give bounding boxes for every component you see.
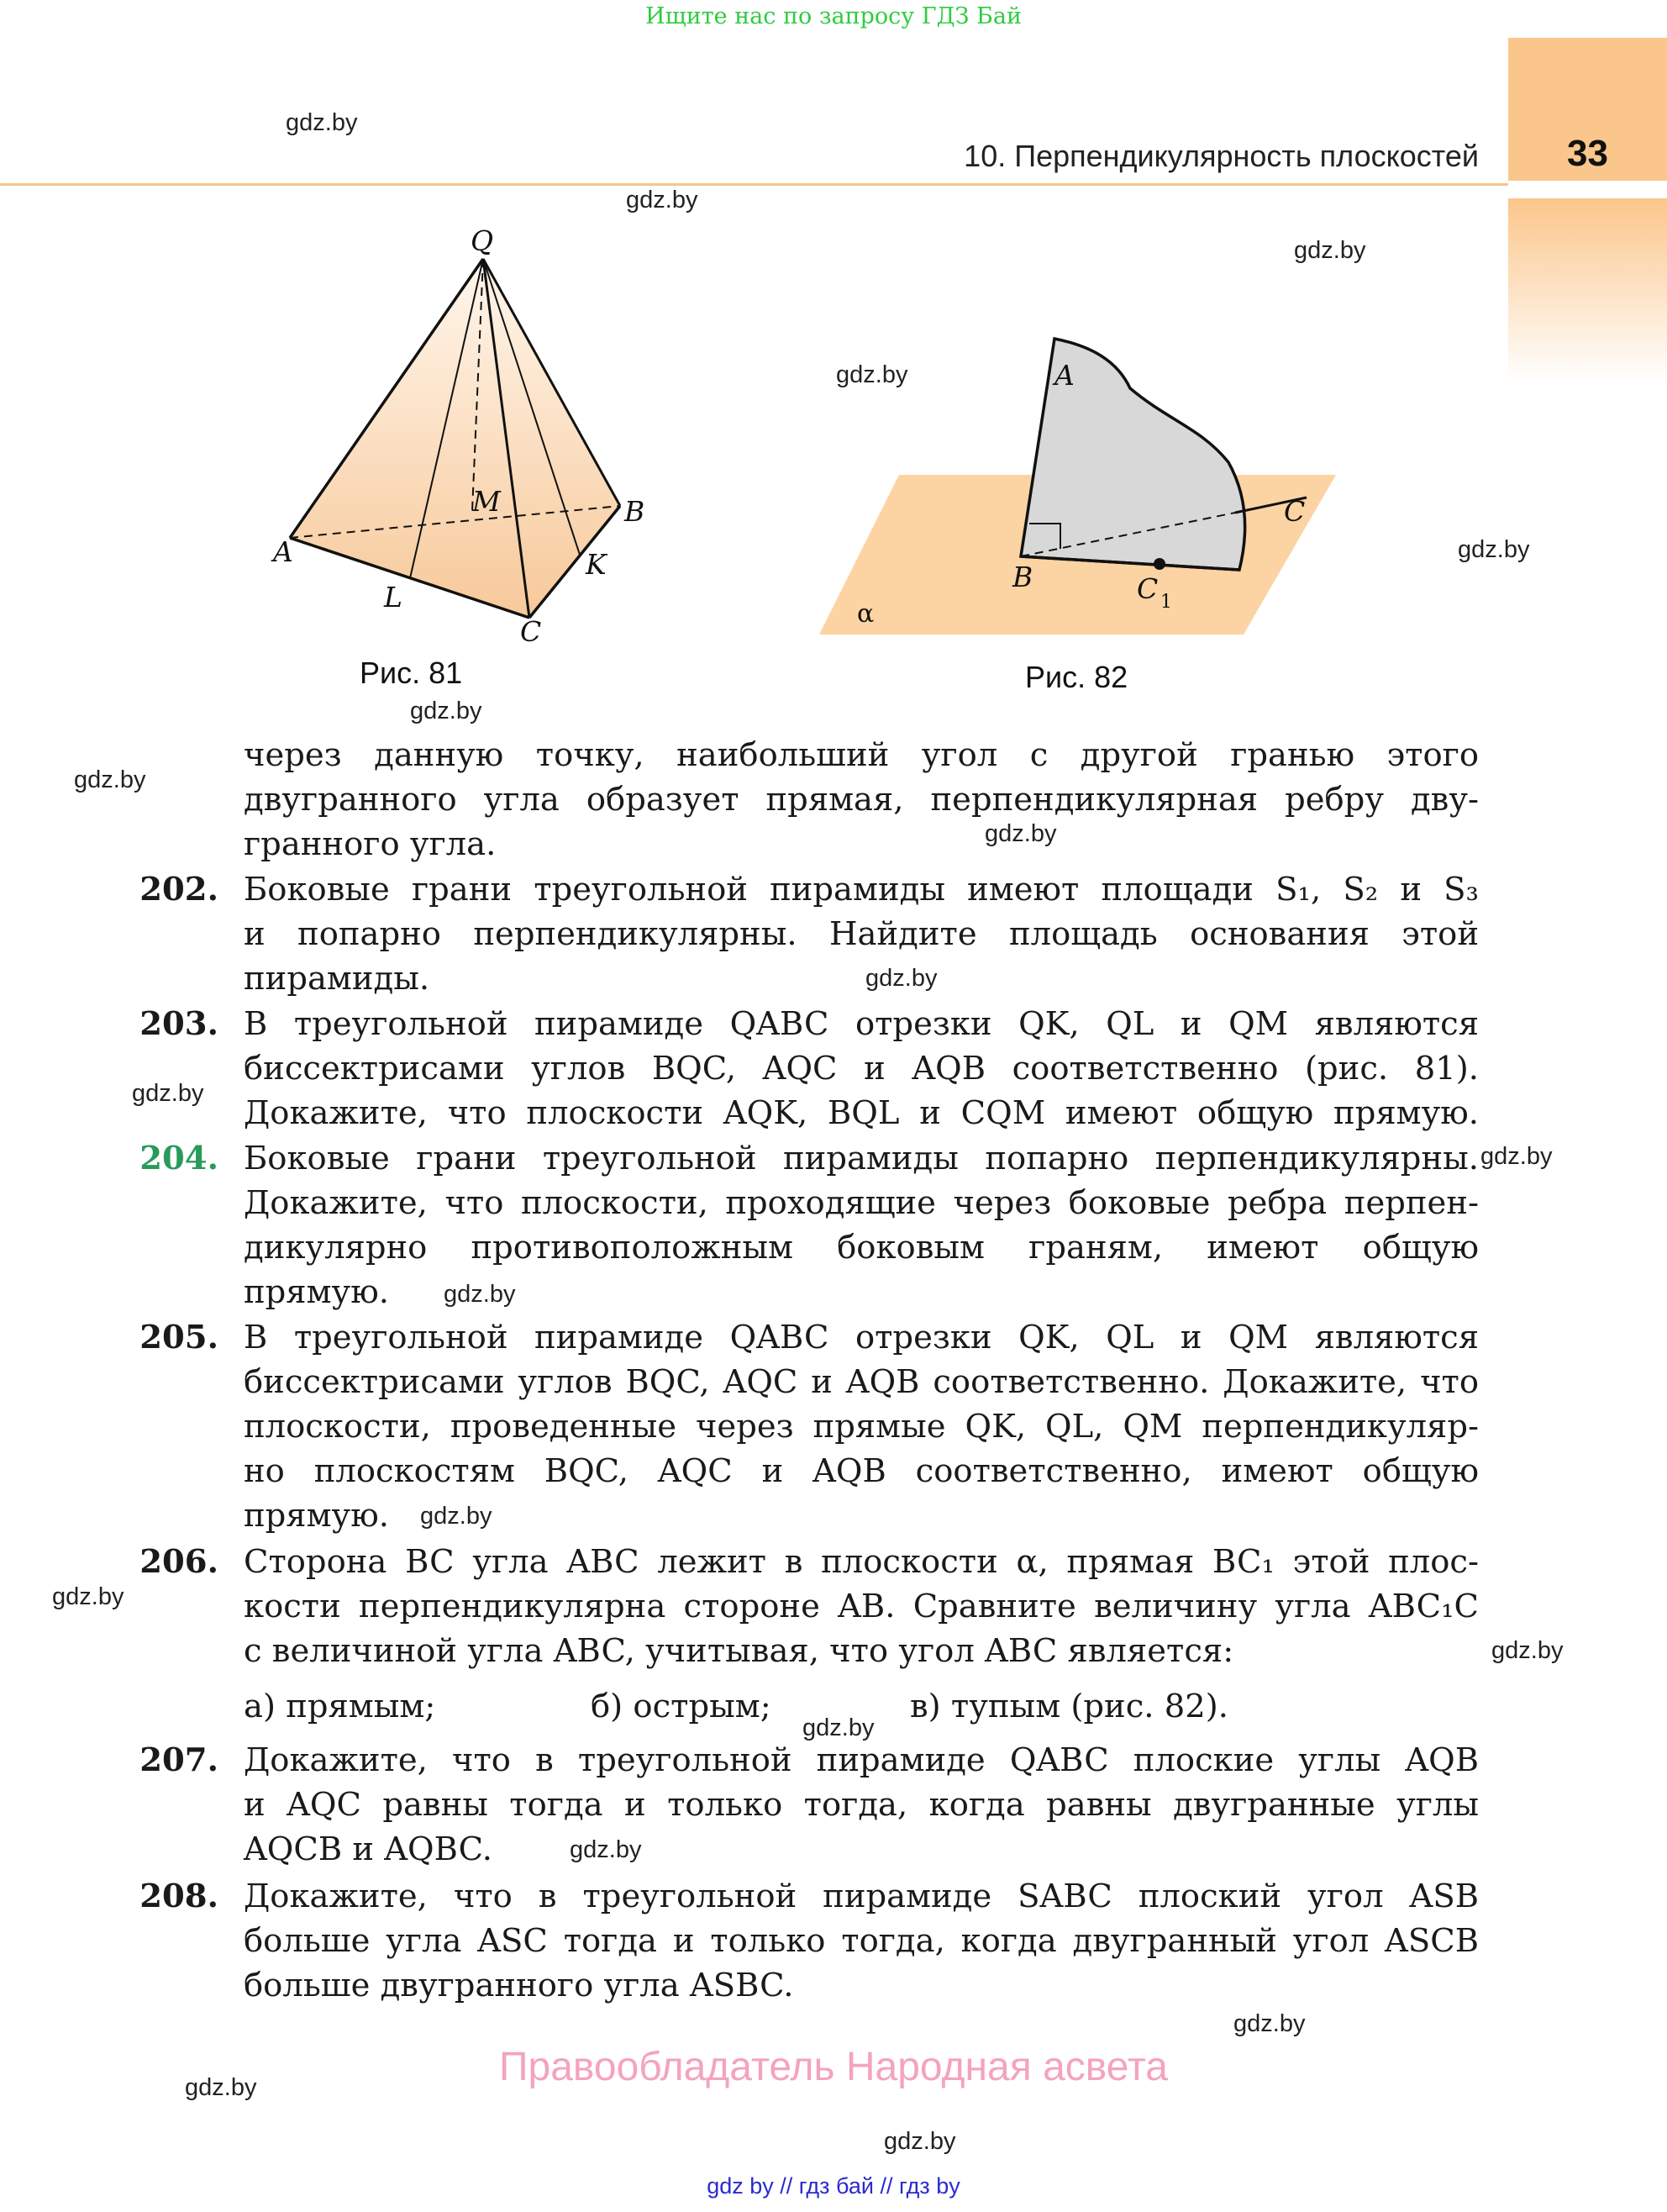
watermark: gdz.by xyxy=(410,698,482,724)
problem-206-line: с величиной угла ABC, учитывая, что угол ABC является: xyxy=(244,1632,1234,1670)
page-number: 33 xyxy=(1567,133,1608,174)
problem-204-number: 204. xyxy=(139,1140,218,1177)
continuation-line: гранного угла. xyxy=(244,825,497,863)
problem-204-line: Боковые грани треугольной пирамиды попарно перпендикулярны. xyxy=(244,1140,1479,1177)
section-title: 10. Перпендикулярность плоскостей xyxy=(964,139,1479,173)
fig82-label-c1-sub: 1 xyxy=(1160,592,1172,613)
problem-205-line: прямую. xyxy=(244,1497,389,1535)
problem-207-line: Докажите, что в треугольной пирамиде QABC плоские углы AQB xyxy=(244,1741,1479,1779)
problem-204-line: Докажите, что плоскости, проходящие через боковые ребра перпен- xyxy=(244,1184,1479,1222)
fig81-label-k: K xyxy=(586,548,607,581)
problem-202-line: Боковые грани треугольной пирамиды имеют площади S₁, S₂ и S₃ xyxy=(244,871,1479,908)
problem-205-line: но плоскостям BQC, AQC и AQB соответственно, имеют общую xyxy=(244,1452,1479,1490)
problem-207-line: AQCB и AQBC. xyxy=(244,1830,492,1868)
watermark: gdz.by xyxy=(626,187,698,213)
problem-202-line: пирамиды. xyxy=(244,960,430,998)
fig81-label-c: C xyxy=(520,615,542,648)
watermark: gdz.by xyxy=(52,1583,124,1610)
problem-203-line: биссектрисами углов BQC, AQC и AQB соответственно (рис. 81). xyxy=(244,1050,1479,1088)
problem-206-line: кости перпендикулярна стороне AB. Сравните величину угла ABC₁C xyxy=(244,1588,1479,1625)
fig82-label-c1: C xyxy=(1137,572,1159,605)
watermark: gdz.by xyxy=(1491,1637,1564,1664)
watermark: gdz.by xyxy=(1233,2010,1306,2037)
watermark: gdz.by xyxy=(1458,536,1530,563)
watermark: gdz.by xyxy=(1294,237,1366,264)
watermark: gdz.by xyxy=(802,1714,875,1741)
fig82-label-b: B xyxy=(1012,561,1033,593)
problem-203-line: В треугольной пирамиде QABC отрезки QK, QL и QM являются xyxy=(244,1005,1479,1043)
problem-205-line: плоскости, проведенные через прямые QK, QL, QM перпендикуляр- xyxy=(244,1408,1479,1446)
problem-205-number: 205. xyxy=(139,1319,218,1356)
watermark: gdz.by xyxy=(1480,1143,1553,1170)
problem-203-line: Докажите, что плоскости AQK, BQL и CQM имеют общую прямую. xyxy=(244,1094,1479,1132)
watermark: gdz.by xyxy=(286,109,358,136)
problem-208-number: 208. xyxy=(139,1878,218,1915)
footer-links[interactable]: gdz by // гдз бай // гдз by xyxy=(707,2173,960,2199)
watermark: gdz.by xyxy=(570,1836,642,1863)
continuation-line: через данную точку, наибольший угол с другой гранью этого xyxy=(244,736,1479,774)
fig82-label-c: C xyxy=(1284,495,1306,528)
problem-204-line: прямую. xyxy=(244,1273,389,1311)
fig81-label-q: Q xyxy=(471,224,494,257)
figure-81-pyramid xyxy=(271,224,644,648)
watermark: gdz.by xyxy=(865,965,938,992)
problem-206-option-c: в) тупым (рис. 82). xyxy=(910,1688,1228,1725)
problem-208-line: больше двугранного угла ASBC. xyxy=(244,1967,794,2004)
fig81-label-m: M xyxy=(472,485,501,518)
problem-202-number: 202. xyxy=(139,871,218,908)
fig82-label-a: A xyxy=(1054,359,1075,392)
watermark: gdz.by xyxy=(444,1281,516,1308)
problem-206-line: Сторона BC угла ABC лежит в плоскости α, прямая BC₁ этой плос- xyxy=(244,1543,1479,1581)
problem-205-line: биссектрисами углов BQC, AQC и AQB соответственно. Докажите, что xyxy=(244,1363,1479,1401)
problem-206-number: 206. xyxy=(139,1543,218,1581)
fig81-label-a: A xyxy=(273,535,293,568)
top-banner: Ищите нас по запросу ГДЗ Бай xyxy=(645,3,1022,29)
continuation-line: двугранного угла образует прямая, перпендикулярная ребру дву- xyxy=(244,781,1479,819)
watermark: gdz.by xyxy=(985,820,1057,847)
fig82-label-alpha: α xyxy=(857,599,875,629)
problem-203-number: 203. xyxy=(139,1005,218,1043)
problem-208-line: Докажите, что в треугольной пирамиде SABC плоский угол ASB xyxy=(244,1878,1479,1915)
problem-205-line: В треугольной пирамиде QABC отрезки QK, QL и QM являются xyxy=(244,1319,1479,1356)
problem-206-option-a: а) прямым; xyxy=(244,1688,436,1725)
figure-82-caption: Рис. 82 xyxy=(1025,660,1128,694)
fig81-label-l: L xyxy=(384,581,402,614)
watermark: gdz.by xyxy=(132,1080,204,1107)
problem-202-line: и попарно перпендикулярны. Найдите площадь основания этой xyxy=(244,915,1479,953)
problem-207-number: 207. xyxy=(139,1741,218,1779)
problem-206-option-b: б) острым; xyxy=(591,1688,771,1725)
problem-204-line: дикулярно противоположным боковым граням, имеют общую xyxy=(244,1229,1479,1267)
figure-81-caption: Рис. 81 xyxy=(360,656,463,690)
watermark: gdz.by xyxy=(420,1503,492,1530)
fig81-label-b: B xyxy=(624,495,645,528)
watermark: gdz.by xyxy=(884,2128,956,2155)
figures-canvas xyxy=(0,0,1667,740)
problem-207-line: и AQC равны тогда и только тогда, когда равны двугранные углы xyxy=(244,1786,1479,1824)
problem-208-line: больше угла ASC тогда и только тогда, когда двугранный угол ASCB xyxy=(244,1922,1479,1960)
watermark: gdz.by xyxy=(74,766,146,793)
watermark: gdz.by xyxy=(836,361,908,388)
watermark: gdz.by xyxy=(185,2074,257,2101)
copyright-holder: Правообладатель Народная асвета xyxy=(499,2045,1168,2089)
